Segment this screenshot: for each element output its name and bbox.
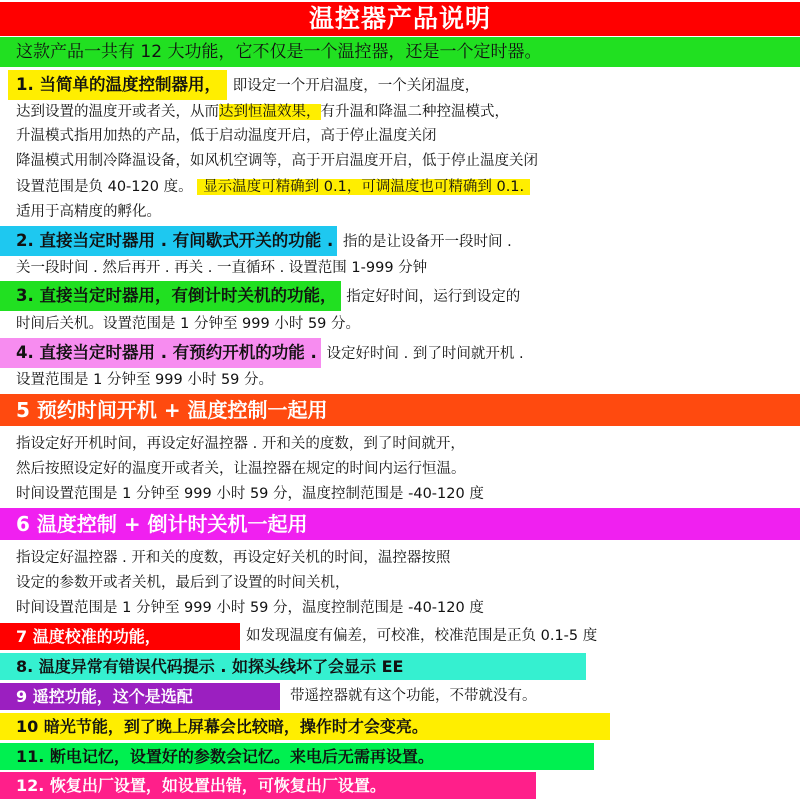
feature-3-heading: 3. 直接当定时器用，有倒计时关机的功能， <box>0 281 341 311</box>
feature-4-heading: 4. 直接当定时器用 . 有预约开机的功能 . <box>0 338 321 368</box>
feature-1-line-4: 降温模式用制冷降温设备，如风机空调等，高于开启温度开启，低于停止温度关闭 <box>16 153 538 169</box>
feature-1-range: 设置范围是负 40-120 度。 <box>16 179 193 195</box>
feature-1-line-5 <box>16 175 530 199</box>
feature-4-heading-rest: 设定好时间 . 到了时间就开机 . <box>326 346 524 362</box>
feature-6-heading: 6 温度控制 + 倒计时关机一起用 <box>0 508 800 540</box>
feature-9-heading: 9 遥控功能，这个是选配 <box>0 683 280 710</box>
feature-1-line-6: 适用于高精度的孵化。 <box>16 204 161 220</box>
feature-7-text: 如发现温度有偏差，可校准，校准范围是正负 0.1-5 度 <box>246 628 598 644</box>
feature-2 <box>0 226 512 256</box>
feature-1-heading: 1. 当简单的温度控制器用， <box>8 70 227 100</box>
feature-1-line-2 <box>16 100 509 124</box>
feature-1-line-3: 升温模式指用加热的产品，低于启动温度开启，高于停止温度关闭 <box>16 128 437 144</box>
feature-5-line-1: 指设定好开机时间，再设定好温控器 . 开和关的度数，到了时间就开， <box>16 436 465 452</box>
feature-12-heading: 12. 恢复出厂设置，如设置出错，可恢复出厂设置。 <box>0 772 536 799</box>
feature-1 <box>8 70 479 100</box>
feature-6-line-1: 指设定好温控器 . 开和关的度数，再设定好关机的时间，温控器按照 <box>16 550 451 566</box>
feature-1-text: 达到设置的温度开或者关，从而 <box>16 104 219 120</box>
feature-1-highlight: 达到恒温效果， <box>219 104 321 120</box>
feature-8-heading: 8. 温度异常有错误代码提示 . 如探头线坏了会显示 EE <box>0 653 586 680</box>
feature-4 <box>0 338 524 368</box>
feature-3-heading-rest: 指定好时间，运行到设定的 <box>346 289 521 305</box>
feature-1-precision-highlight: 显示温度可精确到 0.1，可调温度也可精确到 0.1. <box>197 179 530 195</box>
feature-2-heading: 2. 直接当定时器用 . 有间歇式开关的功能 . <box>0 226 337 256</box>
feature-7-heading: 7 温度校准的功能， <box>0 623 240 650</box>
feature-2-heading-rest: 指的是让设备开一段时间 . <box>343 234 512 250</box>
feature-5-line-3: 时间设置范围是 1 分钟至 999 小时 59 分，温度控制范围是 -40-120 度 <box>16 486 484 502</box>
feature-1-heading-rest: 即设定一个开启温度，一个关闭温度， <box>232 78 480 94</box>
feature-3 <box>0 281 520 311</box>
feature-11-heading: 11. 断电记忆，设置好的参数会记忆。来电后无需再设置。 <box>0 743 594 770</box>
feature-10-heading: 10 暗光节能，到了晚上屏幕会比较暗，操作时才会变亮。 <box>0 713 610 740</box>
feature-9-text: 带遥控器就有这个功能，不带就没有。 <box>290 688 537 704</box>
page-title: 温控器产品说明 <box>0 2 800 36</box>
feature-3-line-2: 时间后关机。设置范围是 1 分钟至 999 小时 59 分。 <box>16 316 361 332</box>
feature-6-line-2: 设定的参数开或者关机，最后到了设置的时间关机， <box>16 575 350 591</box>
intro-banner: 这款产品一共有 12 大功能，它不仅是一个温控器，还是一个定时器。 <box>0 37 800 67</box>
feature-6-line-3: 时间设置范围是 1 分钟至 999 小时 59 分，温度控制范围是 -40-120 度 <box>16 600 484 616</box>
feature-5-heading: 5 预约时间开机 + 温度控制一起用 <box>0 394 800 426</box>
feature-2-line-2: 关一段时间 . 然后再开 . 再关 . 一直循环 . 设置范围 1-999 分钟 <box>16 260 428 276</box>
feature-1-text-b: 有升温和降温二种控温模式， <box>320 104 509 120</box>
feature-4-line-2: 设置范围是 1 分钟至 999 小时 59 分。 <box>16 372 274 388</box>
feature-5-line-2: 然后按照设定好的温度开或者关，让温控器在规定的时间内运行恒温。 <box>16 461 466 477</box>
